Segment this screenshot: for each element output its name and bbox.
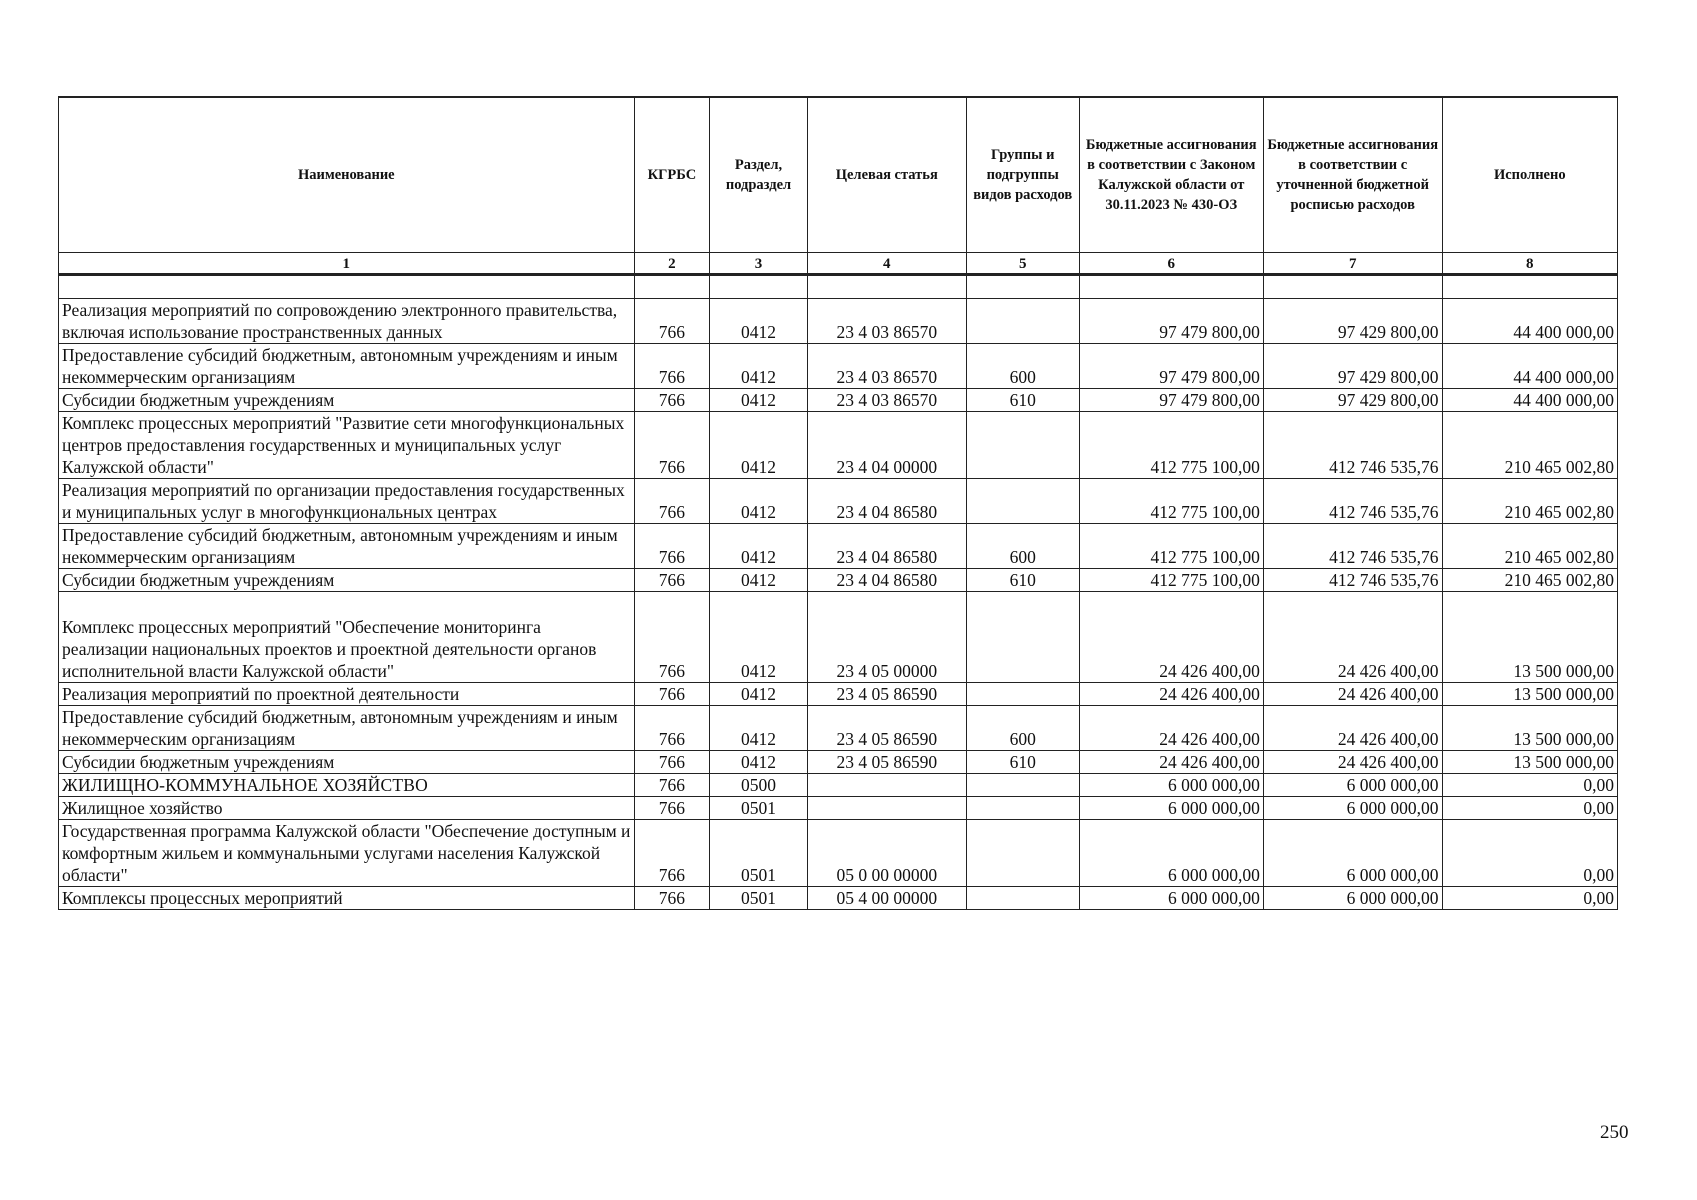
row-expense-group xyxy=(966,412,1079,479)
page-number: 250 xyxy=(1600,1122,1629,1143)
column-number: 7 xyxy=(1263,253,1442,275)
row-razdel: 0501 xyxy=(710,797,808,820)
row-refined-amount: 412 746 535,76 xyxy=(1263,524,1442,569)
table-row xyxy=(59,412,1618,479)
header-name: Наименование xyxy=(59,97,635,253)
header-refined-allocations: Бюджетные ассигнования в соответствии с уточненной бюджетной росписью расходов xyxy=(1263,97,1442,253)
column-number: 3 xyxy=(710,253,808,275)
table-row xyxy=(59,751,1618,774)
row-razdel: 0412 xyxy=(710,299,808,344)
row-law-amount: 6 000 000,00 xyxy=(1079,797,1263,820)
row-target-article: 23 4 04 86580 xyxy=(807,479,966,524)
row-expense-group xyxy=(966,887,1079,910)
row-kgrbs: 766 xyxy=(634,299,710,344)
row-refined-amount: 97 429 800,00 xyxy=(1263,299,1442,344)
row-executed-amount: 210 465 002,80 xyxy=(1442,524,1617,569)
row-executed-amount: 0,00 xyxy=(1442,797,1617,820)
row-refined-amount: 24 426 400,00 xyxy=(1263,592,1442,683)
row-expense-group xyxy=(966,774,1079,797)
row-executed-amount: 13 500 000,00 xyxy=(1442,751,1617,774)
row-law-amount: 6 000 000,00 xyxy=(1079,887,1263,910)
row-kgrbs: 766 xyxy=(634,887,710,910)
row-expense-group: 610 xyxy=(966,389,1079,412)
column-number: 8 xyxy=(1442,253,1617,275)
row-refined-amount: 97 429 800,00 xyxy=(1263,389,1442,412)
spacer-row xyxy=(59,275,1618,299)
row-target-article: 05 4 00 00000 xyxy=(807,887,966,910)
row-name: Предоставление субсидий бюджетным, автономным учреждениям и иным некоммерческим организациям xyxy=(59,524,635,569)
row-razdel: 0412 xyxy=(710,389,808,412)
row-name: Комплексы процессных мероприятий xyxy=(59,887,635,910)
row-refined-amount: 24 426 400,00 xyxy=(1263,706,1442,751)
row-refined-amount: 412 746 535,76 xyxy=(1263,412,1442,479)
row-law-amount: 24 426 400,00 xyxy=(1079,751,1263,774)
row-target-article: 23 4 03 86570 xyxy=(807,344,966,389)
row-target-article: 23 4 05 86590 xyxy=(807,706,966,751)
header-law-allocations: Бюджетные ассигнования в соответствии с Законом Калужской области от 30.11.2023 № 430-ОЗ xyxy=(1079,97,1263,253)
table-row xyxy=(59,797,1618,820)
table-row xyxy=(59,774,1618,797)
row-expense-group: 600 xyxy=(966,524,1079,569)
row-target-article: 23 4 05 86590 xyxy=(807,751,966,774)
row-razdel: 0501 xyxy=(710,887,808,910)
row-law-amount: 412 775 100,00 xyxy=(1079,479,1263,524)
row-kgrbs: 766 xyxy=(634,820,710,887)
row-executed-amount: 0,00 xyxy=(1442,887,1617,910)
row-kgrbs: 766 xyxy=(634,344,710,389)
row-expense-group: 600 xyxy=(966,706,1079,751)
row-razdel: 0412 xyxy=(710,683,808,706)
column-number: 5 xyxy=(966,253,1079,275)
row-refined-amount: 6 000 000,00 xyxy=(1263,820,1442,887)
row-expense-group xyxy=(966,299,1079,344)
row-name: Субсидии бюджетным учреждениям xyxy=(59,751,635,774)
row-executed-amount: 210 465 002,80 xyxy=(1442,412,1617,479)
row-razdel: 0500 xyxy=(710,774,808,797)
row-name: Предоставление субсидий бюджетным, автономным учреждениям и иным некоммерческим организациям xyxy=(59,344,635,389)
table-row xyxy=(59,479,1618,524)
row-expense-group: 600 xyxy=(966,344,1079,389)
row-razdel: 0412 xyxy=(710,592,808,683)
row-target-article: 23 4 04 86580 xyxy=(807,524,966,569)
row-razdel: 0412 xyxy=(710,412,808,479)
row-target-article xyxy=(807,797,966,820)
row-executed-amount: 44 400 000,00 xyxy=(1442,344,1617,389)
row-target-article: 23 4 05 86590 xyxy=(807,683,966,706)
row-name: Субсидии бюджетным учреждениям xyxy=(59,389,635,412)
header-razdel: Раздел, подраздел xyxy=(710,97,808,253)
row-executed-amount: 44 400 000,00 xyxy=(1442,389,1617,412)
row-kgrbs: 766 xyxy=(634,774,710,797)
table-row xyxy=(59,569,1618,592)
row-refined-amount: 6 000 000,00 xyxy=(1263,887,1442,910)
row-refined-amount: 412 746 535,76 xyxy=(1263,479,1442,524)
row-expense-group xyxy=(966,479,1079,524)
row-law-amount: 412 775 100,00 xyxy=(1079,524,1263,569)
row-executed-amount: 0,00 xyxy=(1442,820,1617,887)
table-row xyxy=(59,389,1618,412)
row-name: Реализация мероприятий по организации предоставления государственных и муниципальных услуг в многофункциональных центрах xyxy=(59,479,635,524)
row-expense-group: 610 xyxy=(966,569,1079,592)
row-expense-group: 610 xyxy=(966,751,1079,774)
row-refined-amount: 97 429 800,00 xyxy=(1263,344,1442,389)
table-row xyxy=(59,820,1618,887)
row-target-article: 23 4 03 86570 xyxy=(807,389,966,412)
row-law-amount: 24 426 400,00 xyxy=(1079,683,1263,706)
row-refined-amount: 6 000 000,00 xyxy=(1263,774,1442,797)
column-number: 4 xyxy=(807,253,966,275)
row-target-article: 23 4 05 00000 xyxy=(807,592,966,683)
row-razdel: 0412 xyxy=(710,569,808,592)
row-expense-group xyxy=(966,797,1079,820)
column-number: 1 xyxy=(59,253,635,275)
header-expense-group: Группы и подгруппы видов расходов xyxy=(966,97,1079,253)
row-kgrbs: 766 xyxy=(634,683,710,706)
row-kgrbs: 766 xyxy=(634,389,710,412)
row-expense-group xyxy=(966,820,1079,887)
row-name: Государственная программа Калужской области "Обеспечение доступным и комфортным жильем и коммунальными услугами населения Калужской области" xyxy=(59,820,635,887)
header-target-article: Целевая статья xyxy=(807,97,966,253)
column-number: 6 xyxy=(1079,253,1263,275)
column-number-row xyxy=(59,253,1618,275)
row-name: Предоставление субсидий бюджетным, автономным учреждениям и иным некоммерческим организациям xyxy=(59,706,635,751)
row-kgrbs: 766 xyxy=(634,569,710,592)
row-name: Субсидии бюджетным учреждениям xyxy=(59,569,635,592)
row-law-amount: 97 479 800,00 xyxy=(1079,344,1263,389)
row-kgrbs: 766 xyxy=(634,751,710,774)
row-target-article: 05 0 00 00000 xyxy=(807,820,966,887)
row-law-amount: 24 426 400,00 xyxy=(1079,592,1263,683)
row-name: Реализация мероприятий по проектной деятельности xyxy=(59,683,635,706)
column-number: 2 xyxy=(634,253,710,275)
row-target-article xyxy=(807,774,966,797)
header-kgrbs: КГРБС xyxy=(634,97,710,253)
table-row xyxy=(59,524,1618,569)
row-expense-group xyxy=(966,683,1079,706)
row-target-article: 23 4 03 86570 xyxy=(807,299,966,344)
row-kgrbs: 766 xyxy=(634,592,710,683)
row-law-amount: 24 426 400,00 xyxy=(1079,706,1263,751)
row-razdel: 0412 xyxy=(710,479,808,524)
row-law-amount: 412 775 100,00 xyxy=(1079,412,1263,479)
row-refined-amount: 6 000 000,00 xyxy=(1263,797,1442,820)
row-razdel: 0501 xyxy=(710,820,808,887)
row-refined-amount: 24 426 400,00 xyxy=(1263,683,1442,706)
row-law-amount: 6 000 000,00 xyxy=(1079,820,1263,887)
row-executed-amount: 0,00 xyxy=(1442,774,1617,797)
row-name: Комплекс процессных мероприятий "Обеспечение мониторинга реализации национальных проектов и проектной деятельности органов исполнительной власти Калужской области" xyxy=(59,592,635,683)
row-executed-amount: 13 500 000,00 xyxy=(1442,592,1617,683)
row-name: Жилищное хозяйство xyxy=(59,797,635,820)
row-law-amount: 97 479 800,00 xyxy=(1079,299,1263,344)
row-kgrbs: 766 xyxy=(634,797,710,820)
table-row xyxy=(59,592,1618,683)
row-razdel: 0412 xyxy=(710,706,808,751)
row-name: ЖИЛИЩНО-КОММУНАЛЬНОЕ ХОЗЯЙСТВО xyxy=(59,774,635,797)
table-row xyxy=(59,344,1618,389)
row-law-amount: 6 000 000,00 xyxy=(1079,774,1263,797)
row-kgrbs: 766 xyxy=(634,706,710,751)
row-executed-amount: 210 465 002,80 xyxy=(1442,569,1617,592)
row-razdel: 0412 xyxy=(710,524,808,569)
row-kgrbs: 766 xyxy=(634,479,710,524)
row-refined-amount: 24 426 400,00 xyxy=(1263,751,1442,774)
table-row xyxy=(59,887,1618,910)
row-razdel: 0412 xyxy=(710,344,808,389)
row-target-article: 23 4 04 00000 xyxy=(807,412,966,479)
table-row xyxy=(59,706,1618,751)
budget-table xyxy=(58,96,1618,910)
table-row xyxy=(59,683,1618,706)
row-executed-amount: 44 400 000,00 xyxy=(1442,299,1617,344)
row-expense-group xyxy=(966,592,1079,683)
row-razdel: 0412 xyxy=(710,751,808,774)
header-row xyxy=(59,97,1618,253)
row-executed-amount: 13 500 000,00 xyxy=(1442,683,1617,706)
header-executed: Исполнено xyxy=(1442,97,1617,253)
row-law-amount: 412 775 100,00 xyxy=(1079,569,1263,592)
row-target-article: 23 4 04 86580 xyxy=(807,569,966,592)
row-executed-amount: 210 465 002,80 xyxy=(1442,479,1617,524)
row-kgrbs: 766 xyxy=(634,524,710,569)
table-row xyxy=(59,299,1618,344)
row-executed-amount: 13 500 000,00 xyxy=(1442,706,1617,751)
row-refined-amount: 412 746 535,76 xyxy=(1263,569,1442,592)
row-law-amount: 97 479 800,00 xyxy=(1079,389,1263,412)
row-kgrbs: 766 xyxy=(634,412,710,479)
row-name: Реализация мероприятий по сопровождению электронного правительства, включая использование пространственных данных xyxy=(59,299,635,344)
row-name: Комплекс процессных мероприятий "Развитие сети многофункциональных центров предоставления государственных и муниципальных услуг Калужской области" xyxy=(59,412,635,479)
